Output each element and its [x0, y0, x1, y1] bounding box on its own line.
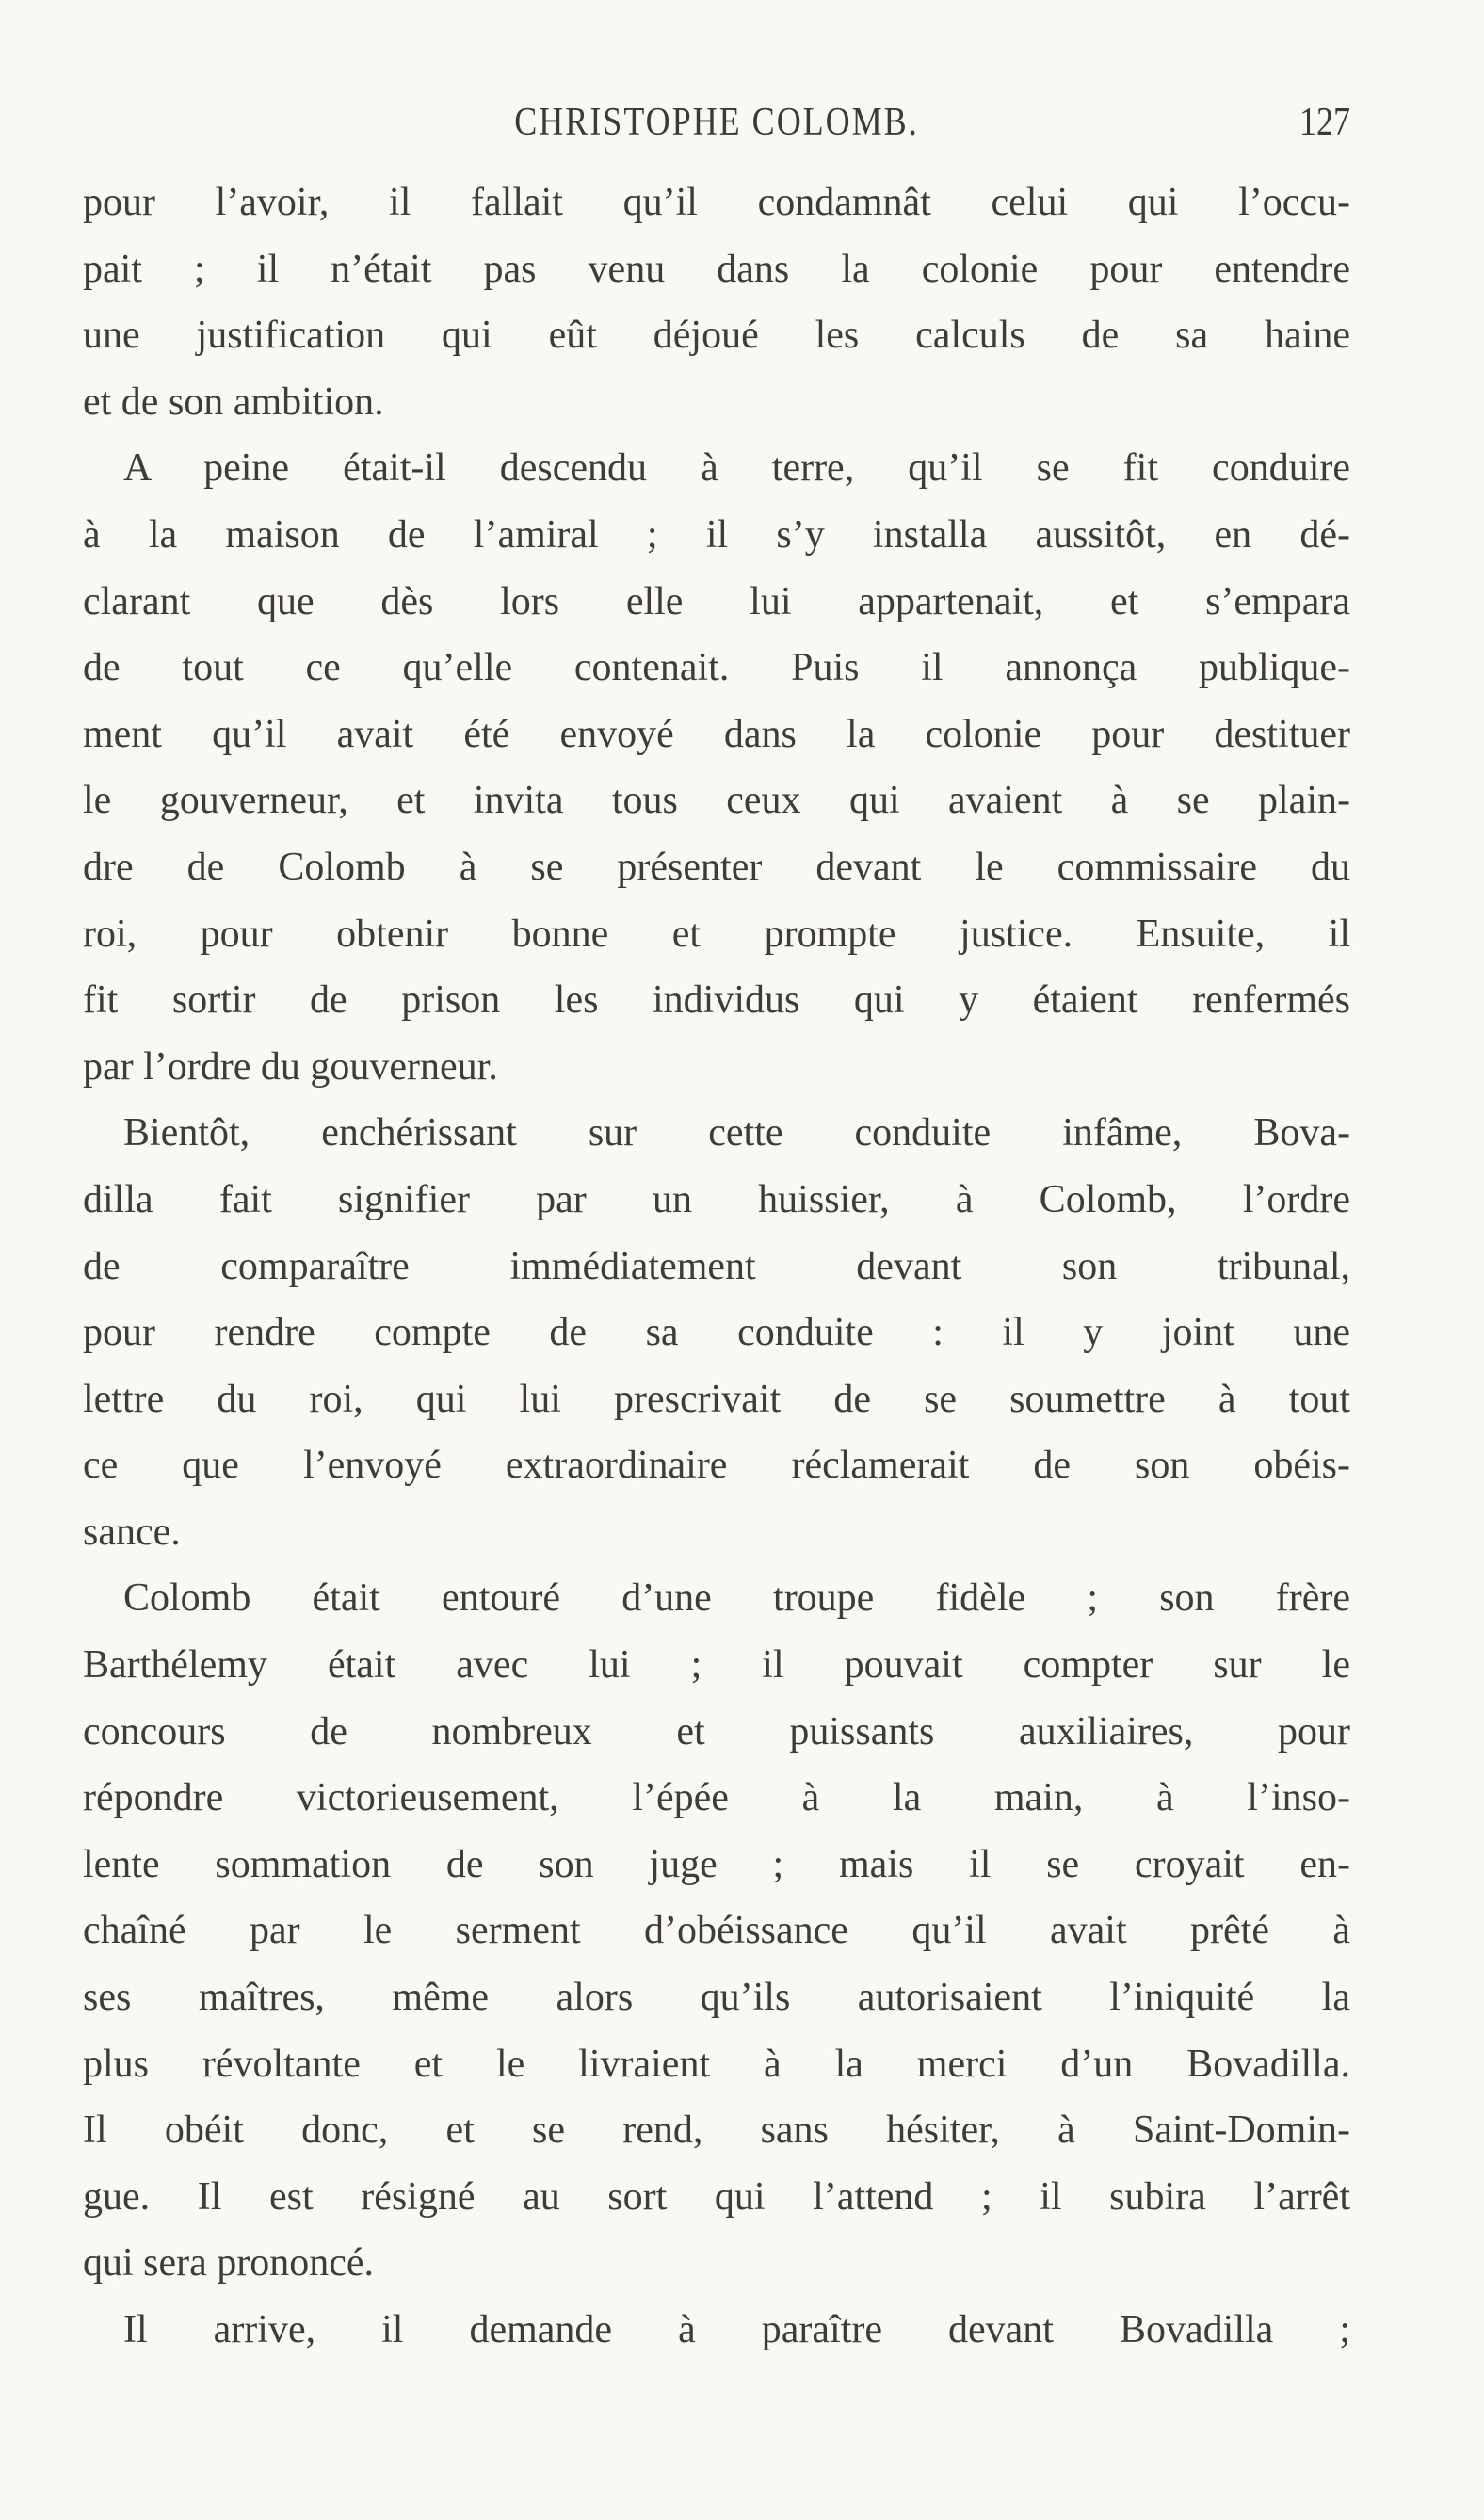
- text-line: chaîné par le serment d’obéissance qu’il avait prêté à: [83, 1909, 1350, 1953]
- text-line: qui sera prononcé.: [83, 2241, 375, 2286]
- text-line: et de son ambition.: [83, 380, 384, 424]
- text-line: de tout ce qu’elle contenait. Puis il annonça publique-: [83, 646, 1350, 690]
- text-line: lettre du roi, qui lui prescrivait de se soumettre à tout: [83, 1377, 1350, 1421]
- text-line: répondre victorieusement, l’épée à la main, à l’inso-: [83, 1776, 1350, 1820]
- text-line: sance.: [83, 1510, 181, 1554]
- text-line: fit sortir de prison les individus qui y étaient renfermés: [83, 978, 1350, 1023]
- running-head: [83, 94, 1350, 151]
- text-line: Bientôt, enchérissant sur cette conduite infâme, Bova-: [123, 1111, 1350, 1155]
- text-line: dilla fait signifier par un huissier, à Colomb, l’ordre: [83, 1177, 1350, 1221]
- text-line: ses maîtres, même alors qu’ils autorisaient l’iniquité la: [83, 1976, 1350, 2020]
- text-line: ment qu’il avait été envoyé dans la colonie pour destituer: [83, 712, 1350, 756]
- text-line: plus révoltante et le livraient à la merci d’un Bovadilla.: [83, 2042, 1350, 2086]
- text-line: dre de Colomb à se présenter devant le commissaire du: [83, 845, 1350, 889]
- text-line: roi, pour obtenir bonne et prompte justice. Ensuite, il: [83, 912, 1350, 956]
- text-line: pour l’avoir, il fallait qu’il condamnât celui qui l’occu-: [83, 181, 1350, 224]
- text-line: Il arrive, il demande à paraître devant Bovadilla ;: [123, 2308, 1350, 2351]
- text-line: clarant que dès lors elle lui appartenait, et s’empara: [83, 579, 1350, 623]
- text-line: pour rendre compte de sa conduite : il y joint une: [83, 1311, 1350, 1355]
- text-line: lente sommation de son juge ; mais il se croyait en-: [83, 1842, 1350, 1886]
- text-line: une justification qui eût déjoué les calculs de sa haine: [83, 314, 1350, 358]
- page-number: 127: [1299, 99, 1350, 144]
- running-title: CHRISTOPHE COLOMB.: [514, 99, 919, 144]
- text-line: Barthélemy était avec lui ; il pouvait compter sur le: [83, 1643, 1350, 1688]
- text-line: A peine était-il descendu à terre, qu’il se fit conduire: [123, 446, 1350, 491]
- text-line: ce que l’envoyé extraordinaire réclamerait de son obéis-: [83, 1444, 1350, 1488]
- body-text: [83, 170, 1350, 2364]
- text-line: à la maison de l’amiral ; il s’y installa aussitôt, en dé-: [83, 512, 1350, 557]
- text-line: le gouverneur, et invita tous ceux qui avaient à se plain-: [83, 779, 1350, 823]
- text-line: Colomb était entouré d’une troupe fidèle ; son frère: [123, 1576, 1350, 1621]
- text-line: concours de nombreux et puissants auxiliaires, pour: [83, 1709, 1350, 1753]
- text-line: Il obéit donc, et se rend, sans hésiter, à Saint-Domin-: [83, 2108, 1350, 2153]
- text-line: gue. Il est résigné au sort qui l’attend ; il subira l’arrêt: [83, 2174, 1350, 2219]
- text-line: pait ; il n’était pas venu dans la colonie pour entendre: [83, 247, 1350, 291]
- text-line: par l’ordre du gouverneur.: [83, 1044, 498, 1089]
- text-line: de comparaître immédiatement devant son tribunal,: [83, 1244, 1350, 1288]
